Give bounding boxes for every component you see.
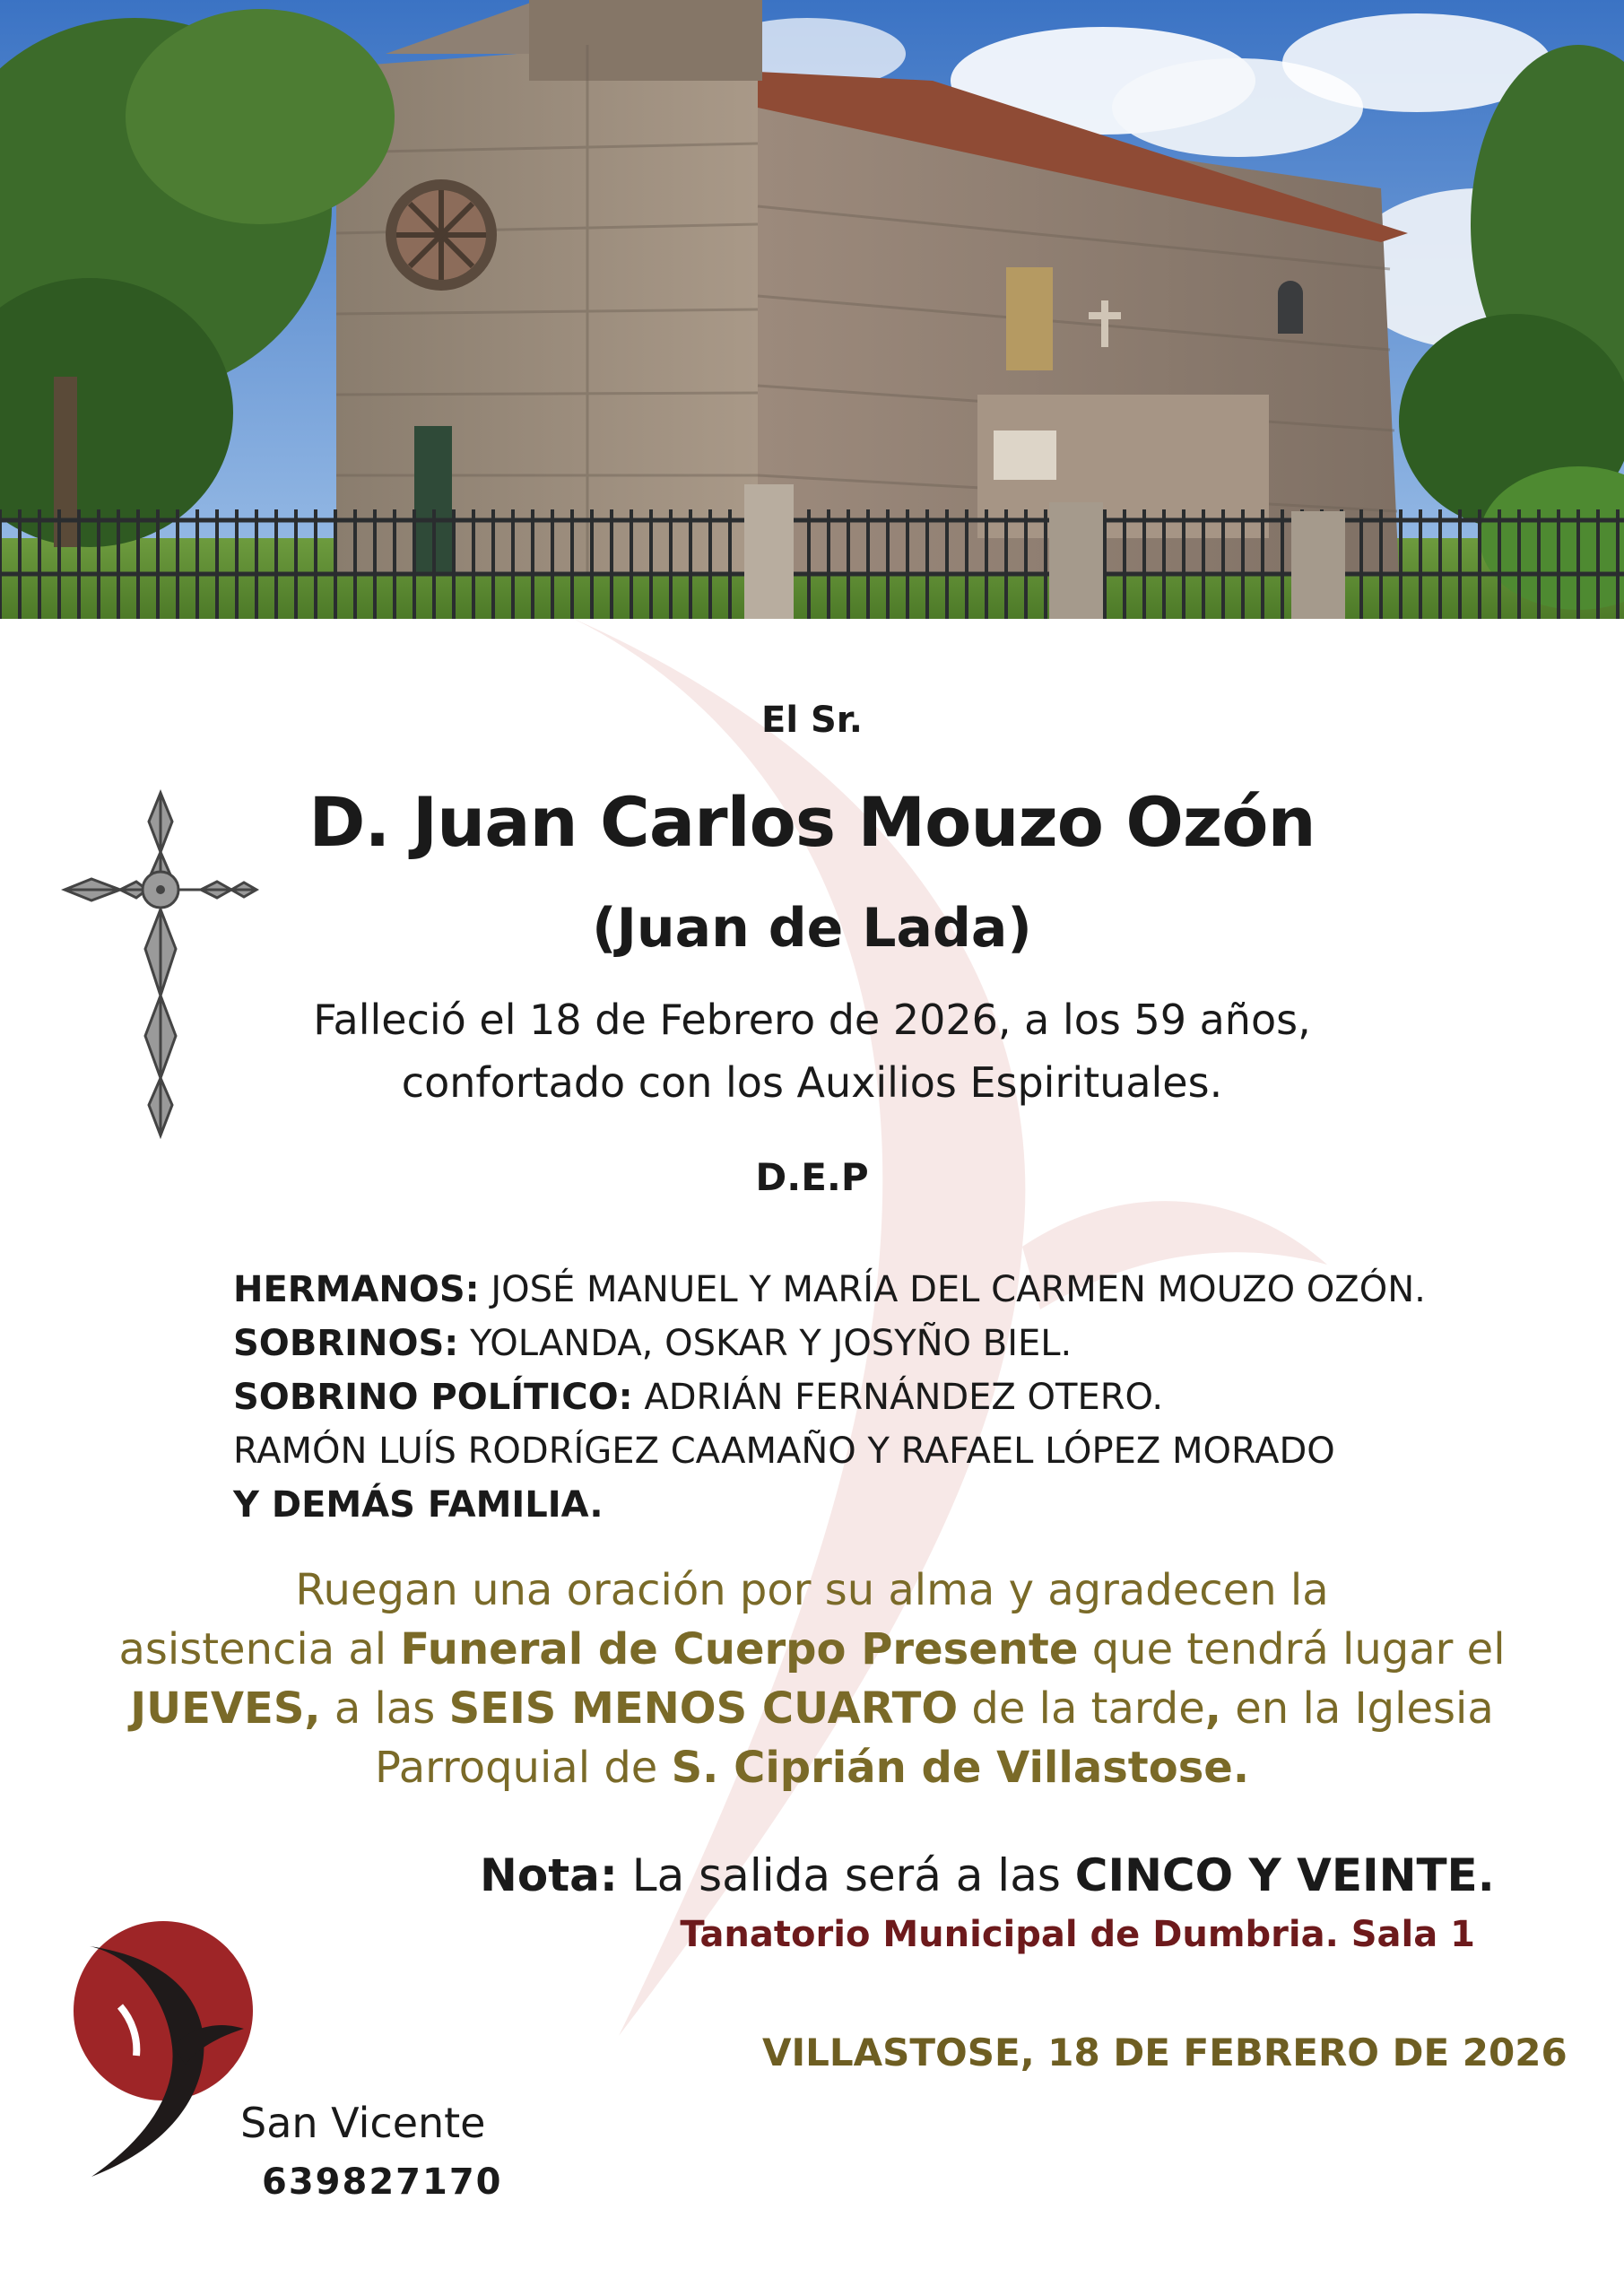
funeral-type: Funeral de Cuerpo Presente <box>400 1624 1079 1674</box>
family-names: YOLANDA, OSKAR Y JOSYÑO BIEL. <box>458 1323 1073 1364</box>
deceased-name: D. Juan Carlos Mouzo Ozón <box>308 782 1316 862</box>
departure-note <box>480 1849 1495 1901</box>
san-vicente-logo <box>74 1921 253 2181</box>
funeral-home-location: Tanatorio Municipal de Dumbria. Sala 1 <box>680 1914 1475 1955</box>
prayer-text: que tendrá lugar el <box>1078 1624 1506 1674</box>
family-row-siblings <box>233 1263 1426 1317</box>
family-list <box>233 1263 1426 1532</box>
family-names: RAMÓN LUÍS RODRÍGEZ CAAMAÑO Y RAFAEL LÓPEZ MORADO <box>233 1431 1335 1472</box>
prayer-text: de la tarde <box>958 1683 1205 1734</box>
family-names: JOSÉ MANUEL Y MARÍA DEL CARMEN MOUZO OZÓN. <box>479 1269 1426 1310</box>
spiritual-notice-line: confortado con los Auxilios Espirituales. <box>401 1058 1223 1107</box>
deceased-nickname: (Juan de Lada) <box>592 897 1032 960</box>
church-name: S. Ciprián de Villastose. <box>671 1743 1250 1793</box>
prayer-line-2 <box>0 1620 1624 1679</box>
prayer-comma: , <box>1204 1683 1222 1734</box>
prayer-text: a las <box>320 1683 449 1734</box>
note-text: La salida será a las <box>617 1849 1075 1901</box>
funeral-time: SEIS MENOS CUARTO <box>448 1683 959 1734</box>
family-row-others <box>233 1424 1426 1478</box>
death-notice-line: Falleció el 18 de Febrero de 2026, a los 59 años, <box>313 996 1311 1044</box>
prayer-text: en la Iglesia <box>1221 1683 1494 1734</box>
place-and-date: VILLASTOSE, 18 DE FEBRERO DE 2026 <box>762 2031 1568 2074</box>
prayer-text: Parroquial de <box>374 1743 672 1793</box>
family-label: SOBRINO POLÍTICO: <box>233 1377 633 1418</box>
departure-time: CINCO Y VEINTE. <box>1074 1849 1495 1901</box>
family-label: SOBRINOS: <box>233 1323 459 1364</box>
family-label: HERMANOS: <box>233 1269 480 1310</box>
prayer-line-4 <box>0 1738 1624 1797</box>
prayer-line-3 <box>0 1679 1624 1738</box>
prayer-text: asistencia al <box>118 1624 401 1674</box>
family-names: ADRIÁN FERNÁNDEZ OTERO. <box>632 1377 1164 1418</box>
funeral-day: JUEVES, <box>130 1683 321 1734</box>
family-row-inlaw <box>233 1370 1426 1424</box>
family-label: Y DEMÁS FAMILIA. <box>233 1484 604 1526</box>
funeral-home-name: San Vicente <box>240 2099 486 2147</box>
note-label: Nota: <box>480 1849 618 1901</box>
rest-in-peace: D.E.P <box>755 1155 869 1199</box>
church-photo <box>0 0 1624 619</box>
family-row-rest <box>233 1478 1426 1532</box>
prayer-line-1: Ruegan una oración por su alma y agradecen la <box>295 1565 1329 1615</box>
title-prefix: El Sr. <box>761 700 863 741</box>
funeral-home-phone: 639827170 <box>262 2161 503 2203</box>
funeral-invitation <box>0 1561 1624 1797</box>
family-row-nephews <box>233 1317 1426 1370</box>
